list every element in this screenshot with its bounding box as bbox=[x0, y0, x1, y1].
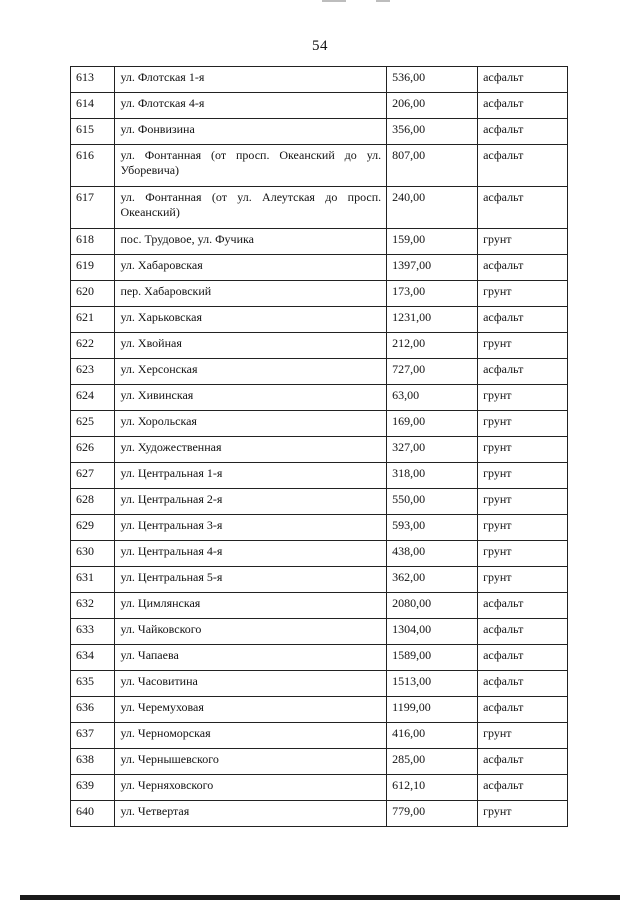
table-row bbox=[71, 645, 568, 671]
row-number-cell: 638 bbox=[71, 749, 115, 775]
length-cell: 169,00 bbox=[387, 411, 478, 437]
surface-type-cell: грунт bbox=[478, 801, 568, 827]
row-number-cell: 626 bbox=[71, 437, 115, 463]
street-name-cell: ул. Чапаева bbox=[115, 645, 387, 671]
length-cell: 416,00 bbox=[387, 723, 478, 749]
street-name-cell: ул. Центральная 2-я bbox=[115, 489, 387, 515]
surface-type-cell: асфальт bbox=[478, 749, 568, 775]
surface-type-cell: грунт bbox=[478, 437, 568, 463]
row-number-cell: 636 bbox=[71, 697, 115, 723]
street-name-cell: ул. Черняховского bbox=[115, 775, 387, 801]
surface-type-cell: грунт bbox=[478, 541, 568, 567]
surface-type-cell: асфальт bbox=[478, 775, 568, 801]
street-name-cell: ул. Хабаровская bbox=[115, 255, 387, 281]
scan-top-mark bbox=[322, 0, 346, 2]
length-cell: 285,00 bbox=[387, 749, 478, 775]
street-name-cell: ул. Часовитина bbox=[115, 671, 387, 697]
row-number-cell: 621 bbox=[71, 307, 115, 333]
street-name-cell: ул. Хвойная bbox=[115, 333, 387, 359]
row-number-cell: 627 bbox=[71, 463, 115, 489]
length-cell: 550,00 bbox=[387, 489, 478, 515]
row-number-cell: 632 bbox=[71, 593, 115, 619]
bottom-rule bbox=[20, 895, 620, 900]
length-cell: 159,00 bbox=[387, 229, 478, 255]
row-number-cell: 617 bbox=[71, 187, 115, 229]
length-cell: 1589,00 bbox=[387, 645, 478, 671]
length-cell: 206,00 bbox=[387, 93, 478, 119]
street-name-cell: ул. Хорольская bbox=[115, 411, 387, 437]
table-row bbox=[71, 145, 568, 187]
table-row bbox=[71, 567, 568, 593]
table-row bbox=[71, 93, 568, 119]
row-number-cell: 637 bbox=[71, 723, 115, 749]
surface-type-cell: асфальт bbox=[478, 187, 568, 229]
table-row bbox=[71, 307, 568, 333]
row-number-cell: 634 bbox=[71, 645, 115, 671]
row-number-cell: 620 bbox=[71, 281, 115, 307]
length-cell: 438,00 bbox=[387, 541, 478, 567]
streets-table bbox=[70, 66, 568, 827]
street-name-cell: ул. Флотская 4-я bbox=[115, 93, 387, 119]
row-number-cell: 614 bbox=[71, 93, 115, 119]
street-name-cell: ул. Центральная 4-я bbox=[115, 541, 387, 567]
scan-top-mark bbox=[376, 0, 390, 2]
surface-type-cell: асфальт bbox=[478, 645, 568, 671]
table-row bbox=[71, 67, 568, 93]
street-name-cell: ул. Центральная 3-я bbox=[115, 515, 387, 541]
street-name-cell: ул. Фонтанная (от ул. Алеутская до просп. Океанский) bbox=[115, 187, 387, 229]
street-name-cell: ул. Хивинская bbox=[115, 385, 387, 411]
surface-type-cell: асфальт bbox=[478, 145, 568, 187]
table-row bbox=[71, 333, 568, 359]
surface-type-cell: асфальт bbox=[478, 67, 568, 93]
street-name-cell: ул. Художественная bbox=[115, 437, 387, 463]
row-number-cell: 625 bbox=[71, 411, 115, 437]
street-name-cell: ул. Черноморская bbox=[115, 723, 387, 749]
row-number-cell: 631 bbox=[71, 567, 115, 593]
row-number-cell: 640 bbox=[71, 801, 115, 827]
table-row bbox=[71, 775, 568, 801]
surface-type-cell: грунт bbox=[478, 333, 568, 359]
table-row bbox=[71, 515, 568, 541]
table-row bbox=[71, 489, 568, 515]
table-row bbox=[71, 385, 568, 411]
streets-table-body bbox=[71, 67, 568, 827]
table-row bbox=[71, 801, 568, 827]
row-number-cell: 622 bbox=[71, 333, 115, 359]
length-cell: 807,00 bbox=[387, 145, 478, 187]
table-row bbox=[71, 671, 568, 697]
street-name-cell: ул. Черемуховая bbox=[115, 697, 387, 723]
table-row bbox=[71, 411, 568, 437]
street-name-cell: ул. Флотская 1-я bbox=[115, 67, 387, 93]
table-row bbox=[71, 723, 568, 749]
surface-type-cell: асфальт bbox=[478, 93, 568, 119]
length-cell: 612,10 bbox=[387, 775, 478, 801]
length-cell: 173,00 bbox=[387, 281, 478, 307]
row-number-cell: 630 bbox=[71, 541, 115, 567]
row-number-cell: 619 bbox=[71, 255, 115, 281]
table-row bbox=[71, 229, 568, 255]
length-cell: 2080,00 bbox=[387, 593, 478, 619]
row-number-cell: 613 bbox=[71, 67, 115, 93]
surface-type-cell: грунт bbox=[478, 463, 568, 489]
row-number-cell: 615 bbox=[71, 119, 115, 145]
length-cell: 240,00 bbox=[387, 187, 478, 229]
table-row bbox=[71, 359, 568, 385]
street-name-cell: ул. Фонвизина bbox=[115, 119, 387, 145]
surface-type-cell: грунт bbox=[478, 385, 568, 411]
row-number-cell: 624 bbox=[71, 385, 115, 411]
street-name-cell: ул. Цимлянская bbox=[115, 593, 387, 619]
table-row bbox=[71, 749, 568, 775]
table-row bbox=[71, 593, 568, 619]
length-cell: 593,00 bbox=[387, 515, 478, 541]
table-row bbox=[71, 187, 568, 229]
street-name-cell: ул. Четвертая bbox=[115, 801, 387, 827]
row-number-cell: 629 bbox=[71, 515, 115, 541]
surface-type-cell: асфальт bbox=[478, 697, 568, 723]
length-cell: 63,00 bbox=[387, 385, 478, 411]
length-cell: 779,00 bbox=[387, 801, 478, 827]
length-cell: 1231,00 bbox=[387, 307, 478, 333]
table-row bbox=[71, 255, 568, 281]
street-name-cell: ул. Центральная 1-я bbox=[115, 463, 387, 489]
length-cell: 362,00 bbox=[387, 567, 478, 593]
row-number-cell: 618 bbox=[71, 229, 115, 255]
row-number-cell: 635 bbox=[71, 671, 115, 697]
surface-type-cell: грунт bbox=[478, 281, 568, 307]
table-row bbox=[71, 119, 568, 145]
surface-type-cell: грунт bbox=[478, 229, 568, 255]
surface-type-cell: грунт bbox=[478, 723, 568, 749]
row-number-cell: 623 bbox=[71, 359, 115, 385]
table-row bbox=[71, 541, 568, 567]
street-name-cell: ул. Фонтанная (от просп. Океанский до ул. Уборевича) bbox=[115, 145, 387, 187]
table-row bbox=[71, 697, 568, 723]
surface-type-cell: асфальт bbox=[478, 255, 568, 281]
row-number-cell: 628 bbox=[71, 489, 115, 515]
length-cell: 1199,00 bbox=[387, 697, 478, 723]
surface-type-cell: асфальт bbox=[478, 359, 568, 385]
page-number: 54 bbox=[312, 38, 328, 54]
surface-type-cell: асфальт bbox=[478, 119, 568, 145]
surface-type-cell: асфальт bbox=[478, 619, 568, 645]
surface-type-cell: грунт bbox=[478, 567, 568, 593]
street-name-cell: ул. Чайковского bbox=[115, 619, 387, 645]
length-cell: 327,00 bbox=[387, 437, 478, 463]
surface-type-cell: асфальт bbox=[478, 307, 568, 333]
length-cell: 212,00 bbox=[387, 333, 478, 359]
table-row bbox=[71, 437, 568, 463]
surface-type-cell: грунт bbox=[478, 515, 568, 541]
length-cell: 1513,00 bbox=[387, 671, 478, 697]
row-number-cell: 633 bbox=[71, 619, 115, 645]
row-number-cell: 639 bbox=[71, 775, 115, 801]
length-cell: 1397,00 bbox=[387, 255, 478, 281]
length-cell: 727,00 bbox=[387, 359, 478, 385]
street-name-cell: ул. Центральная 5-я bbox=[115, 567, 387, 593]
street-name-cell: пос. Трудовое, ул. Фучика bbox=[115, 229, 387, 255]
surface-type-cell: грунт bbox=[478, 411, 568, 437]
street-name-cell: ул. Херсонская bbox=[115, 359, 387, 385]
street-name-cell: пер. Хабаровский bbox=[115, 281, 387, 307]
table-row bbox=[71, 281, 568, 307]
street-name-cell: ул. Харьковская bbox=[115, 307, 387, 333]
length-cell: 536,00 bbox=[387, 67, 478, 93]
surface-type-cell: грунт bbox=[478, 489, 568, 515]
table-row bbox=[71, 619, 568, 645]
surface-type-cell: асфальт bbox=[478, 593, 568, 619]
length-cell: 1304,00 bbox=[387, 619, 478, 645]
table-row bbox=[71, 463, 568, 489]
street-name-cell: ул. Чернышевского bbox=[115, 749, 387, 775]
length-cell: 318,00 bbox=[387, 463, 478, 489]
row-number-cell: 616 bbox=[71, 145, 115, 187]
surface-type-cell: асфальт bbox=[478, 671, 568, 697]
length-cell: 356,00 bbox=[387, 119, 478, 145]
